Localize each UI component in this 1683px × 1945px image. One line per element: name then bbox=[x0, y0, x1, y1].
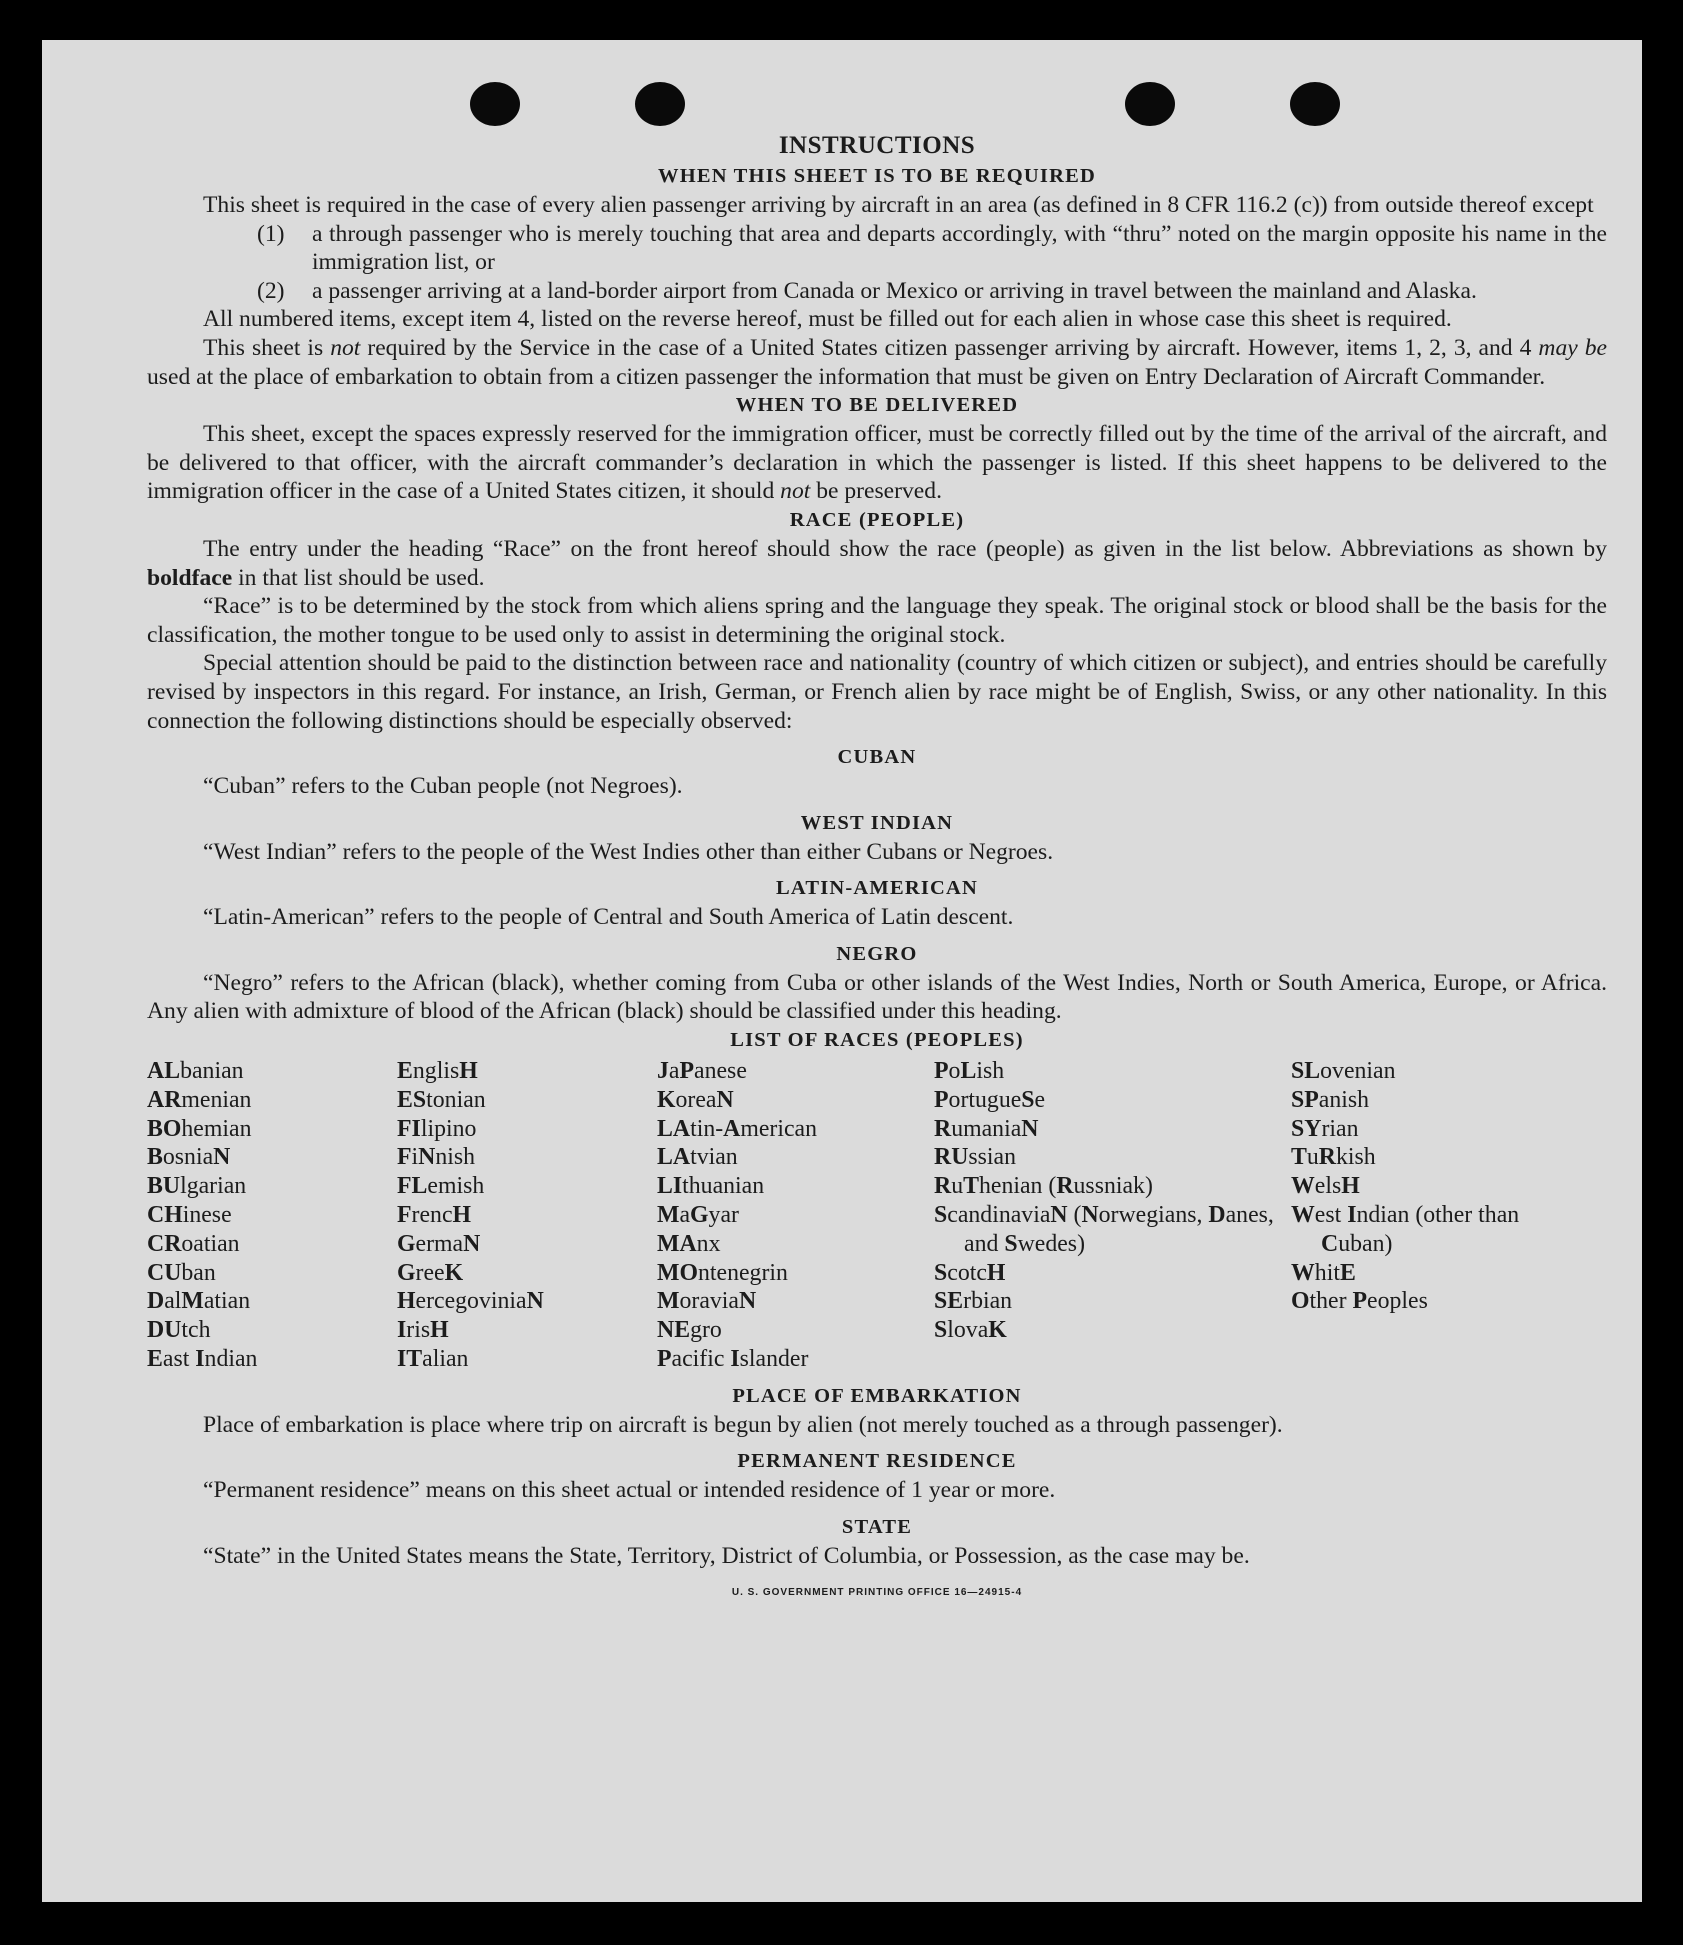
race-entry: DUtch bbox=[147, 1317, 211, 1344]
race-entry: FrencH bbox=[397, 1202, 472, 1229]
race-entry: LIthuanian bbox=[657, 1173, 765, 1200]
race-entry: CRoatian bbox=[147, 1230, 240, 1257]
item-text: a passenger arriving at a land-border airport from Canada or Mexico or arriving in travel between the mainland and Alaska. bbox=[312, 277, 1477, 304]
item-number: (1) bbox=[257, 220, 285, 247]
paragraph: This sheet, except the spaces expressly reserved for the immigration officer, must be correctly filled out by the time of the arrival of the aircraft, and be delivered to that officer, with the aircraft commander’s declaration in which the passenger is listed. If this sheet happens to be delivered to the immigration officer in the case of a United States citizen, it should not be preserved. bbox=[147, 421, 1607, 505]
race-entry: Other Peoples bbox=[1291, 1288, 1428, 1315]
section-heading: LIST OF RACES (PEOPLES) bbox=[730, 1029, 1024, 1052]
list-item bbox=[147, 220, 1607, 277]
race-entry: KoreaN bbox=[657, 1086, 734, 1113]
section-heading: WHEN THIS SHEET IS TO BE REQUIRED bbox=[658, 165, 1096, 187]
race-entry: MOntenegrin bbox=[657, 1259, 788, 1286]
race-entry: LAtin-American bbox=[657, 1115, 818, 1142]
race-entry: SlovaK bbox=[934, 1317, 1007, 1344]
races-list bbox=[147, 1057, 1607, 1374]
race-entry: ScandinaviaN (Norwegians, Danes, and Swedes) bbox=[934, 1202, 1274, 1257]
race-entry: HercegoviniaN bbox=[397, 1288, 544, 1315]
race-entry: ARmenian bbox=[147, 1086, 252, 1113]
section-heading: PLACE OF EMBARKATION bbox=[732, 1384, 1022, 1407]
race-entry: FLemish bbox=[397, 1173, 485, 1200]
race-entry: BUlgarian bbox=[147, 1173, 247, 1200]
race-entry: SYrian bbox=[1291, 1115, 1359, 1142]
race-entry: WelsH bbox=[1291, 1173, 1360, 1200]
race-entry: DalMatian bbox=[147, 1288, 251, 1315]
race-entry: RumaniaN bbox=[934, 1115, 1039, 1142]
race-entry: East Indian bbox=[147, 1346, 258, 1373]
document-page bbox=[42, 40, 1642, 1902]
race-entry: EStonian bbox=[397, 1086, 486, 1113]
paragraph: “Negro” refers to the African (black), whether coming from Cuba or other islands of the West Indies, North or South America, Europe, or Africa. Any alien with admixture of blood of the African (black) should be classified under this heading. bbox=[147, 969, 1607, 1025]
list-item bbox=[147, 277, 1607, 306]
race-entry: MAnx bbox=[657, 1230, 721, 1257]
paragraph: “State” in the United States means the State, Territory, District of Columbia, or Possession, as the case may be. bbox=[203, 1543, 1250, 1570]
punch-hole bbox=[635, 82, 685, 126]
race-entry: TuRkish bbox=[1291, 1144, 1376, 1171]
section-heading: CUBAN bbox=[837, 746, 917, 769]
races-column bbox=[657, 1057, 934, 1374]
race-entry: BosniaN bbox=[147, 1144, 231, 1171]
race-entry: EnglisH bbox=[397, 1058, 478, 1085]
section-heading: NEGRO bbox=[836, 942, 918, 965]
races-column bbox=[934, 1057, 1291, 1374]
race-entry: ALbanian bbox=[147, 1058, 244, 1085]
paragraph: The entry under the heading “Race” on the front hereof should show the race (people) as given in the list below. Abbreviations as shown by boldface in that list should be used. bbox=[147, 535, 1607, 591]
paragraph: “Cuban” refers to the Cuban people (not Negroes). bbox=[203, 773, 683, 800]
paragraph: Place of embarkation is place where trip on aircraft is begun by alien (not merely touched as a through passenger). bbox=[203, 1411, 1283, 1438]
item-number: (2) bbox=[257, 277, 285, 304]
race-entry: MoraviaN bbox=[657, 1288, 757, 1315]
page-title: INSTRUCTIONS bbox=[778, 132, 976, 159]
printer-imprint: U. S. GOVERNMENT PRINTING OFFICE 16—24915-4 bbox=[731, 1586, 1023, 1598]
section-heading: PERMANENT RESIDENCE bbox=[737, 1450, 1017, 1473]
race-entry: SLovenian bbox=[1291, 1058, 1396, 1085]
race-entry: LAtvian bbox=[657, 1144, 738, 1171]
section-heading: WEST INDIAN bbox=[800, 811, 954, 834]
race-entry: PortugueSe bbox=[934, 1086, 1046, 1113]
race-entry: FIlipino bbox=[397, 1115, 477, 1142]
race-entry: RuThenian (Russniak) bbox=[934, 1173, 1153, 1200]
races-column bbox=[397, 1057, 657, 1374]
instructions-content bbox=[147, 130, 1607, 1607]
race-entry: FiNnish bbox=[397, 1144, 476, 1171]
race-entry: WhitE bbox=[1291, 1259, 1356, 1286]
paragraph: This sheet is not required by the Service in the case of a United States citizen passenger arriving by aircraft. However, items 1, 2, 3, and 4 may be used at the place of embarkation to obtain from a citizen passenger the information that must be given on Entry Declaration of Aircraft Commander. bbox=[147, 334, 1607, 390]
race-entry: GreeK bbox=[397, 1259, 464, 1286]
races-column bbox=[1291, 1057, 1551, 1374]
race-entry: Pacific Islander bbox=[657, 1346, 809, 1373]
race-entry: IrisH bbox=[397, 1317, 449, 1344]
race-entry: CUban bbox=[147, 1259, 216, 1286]
item-text: a through passenger who is merely touching that area and departs accordingly, with “thru” noted on the margin opposite his name in the immigration list, or bbox=[312, 220, 1607, 276]
section-heading: RACE (PEOPLE) bbox=[789, 508, 965, 531]
section-heading: LATIN-AMERICAN bbox=[775, 877, 979, 900]
race-entry: SErbian bbox=[934, 1288, 1013, 1315]
races-column bbox=[147, 1057, 397, 1374]
section-heading: STATE bbox=[841, 1516, 913, 1539]
punch-hole bbox=[1125, 82, 1175, 126]
race-entry: JaPanese bbox=[657, 1058, 747, 1085]
paragraph: This sheet is required in the case of every alien passenger arriving by aircraft in an area (as defined in 8 CFR 116.2 (c)) from outside thereof except bbox=[203, 192, 1594, 218]
paragraph: “Permanent residence” means on this sheet actual or intended residence of 1 year or more. bbox=[203, 1477, 1056, 1504]
paragraph: “Latin-American” refers to the people of Central and South America of Latin descent. bbox=[203, 904, 1014, 931]
race-entry: CHinese bbox=[147, 1202, 232, 1229]
paragraph: “West Indian” refers to the people of the West Indies other than either Cubans or Negroes. bbox=[203, 838, 1054, 865]
paragraph: All numbered items, except item 4, listed on the reverse hereof, must be filled out for each alien in whose case this sheet is required. bbox=[203, 306, 1452, 333]
race-entry: SPanish bbox=[1291, 1086, 1370, 1113]
race-entry: GermaN bbox=[397, 1230, 481, 1257]
race-entry: West Indian (other than Cuban) bbox=[1291, 1202, 1520, 1257]
paragraph: Special attention should be paid to the distinction between race and nationality (country of which citizen or subject), and entries should be carefully revised by inspectors in this regard. For instance, an Irish, German, or French alien by race might be of English, Swiss, or any other nationality. In this connection the following distinctions should be especially observed: bbox=[147, 650, 1607, 734]
race-entry: ITalian bbox=[397, 1346, 469, 1373]
race-entry: MaGyar bbox=[657, 1202, 739, 1229]
race-entry: NEgro bbox=[657, 1317, 722, 1344]
race-entry: ScotcH bbox=[934, 1259, 1006, 1286]
race-entry: PoLish bbox=[934, 1058, 1005, 1085]
race-entry: BOhemian bbox=[147, 1115, 252, 1142]
punch-hole bbox=[470, 82, 520, 126]
race-entry: RUssian bbox=[934, 1144, 1016, 1171]
section-heading: WHEN TO BE DELIVERED bbox=[735, 394, 1019, 417]
punch-hole bbox=[1290, 82, 1340, 126]
paragraph: “Race” is to be determined by the stock from which aliens spring and the language they speak. The original stock or blood shall be the basis for the classification, the mother tongue to be used only to assist in determining the original stock. bbox=[147, 593, 1607, 648]
